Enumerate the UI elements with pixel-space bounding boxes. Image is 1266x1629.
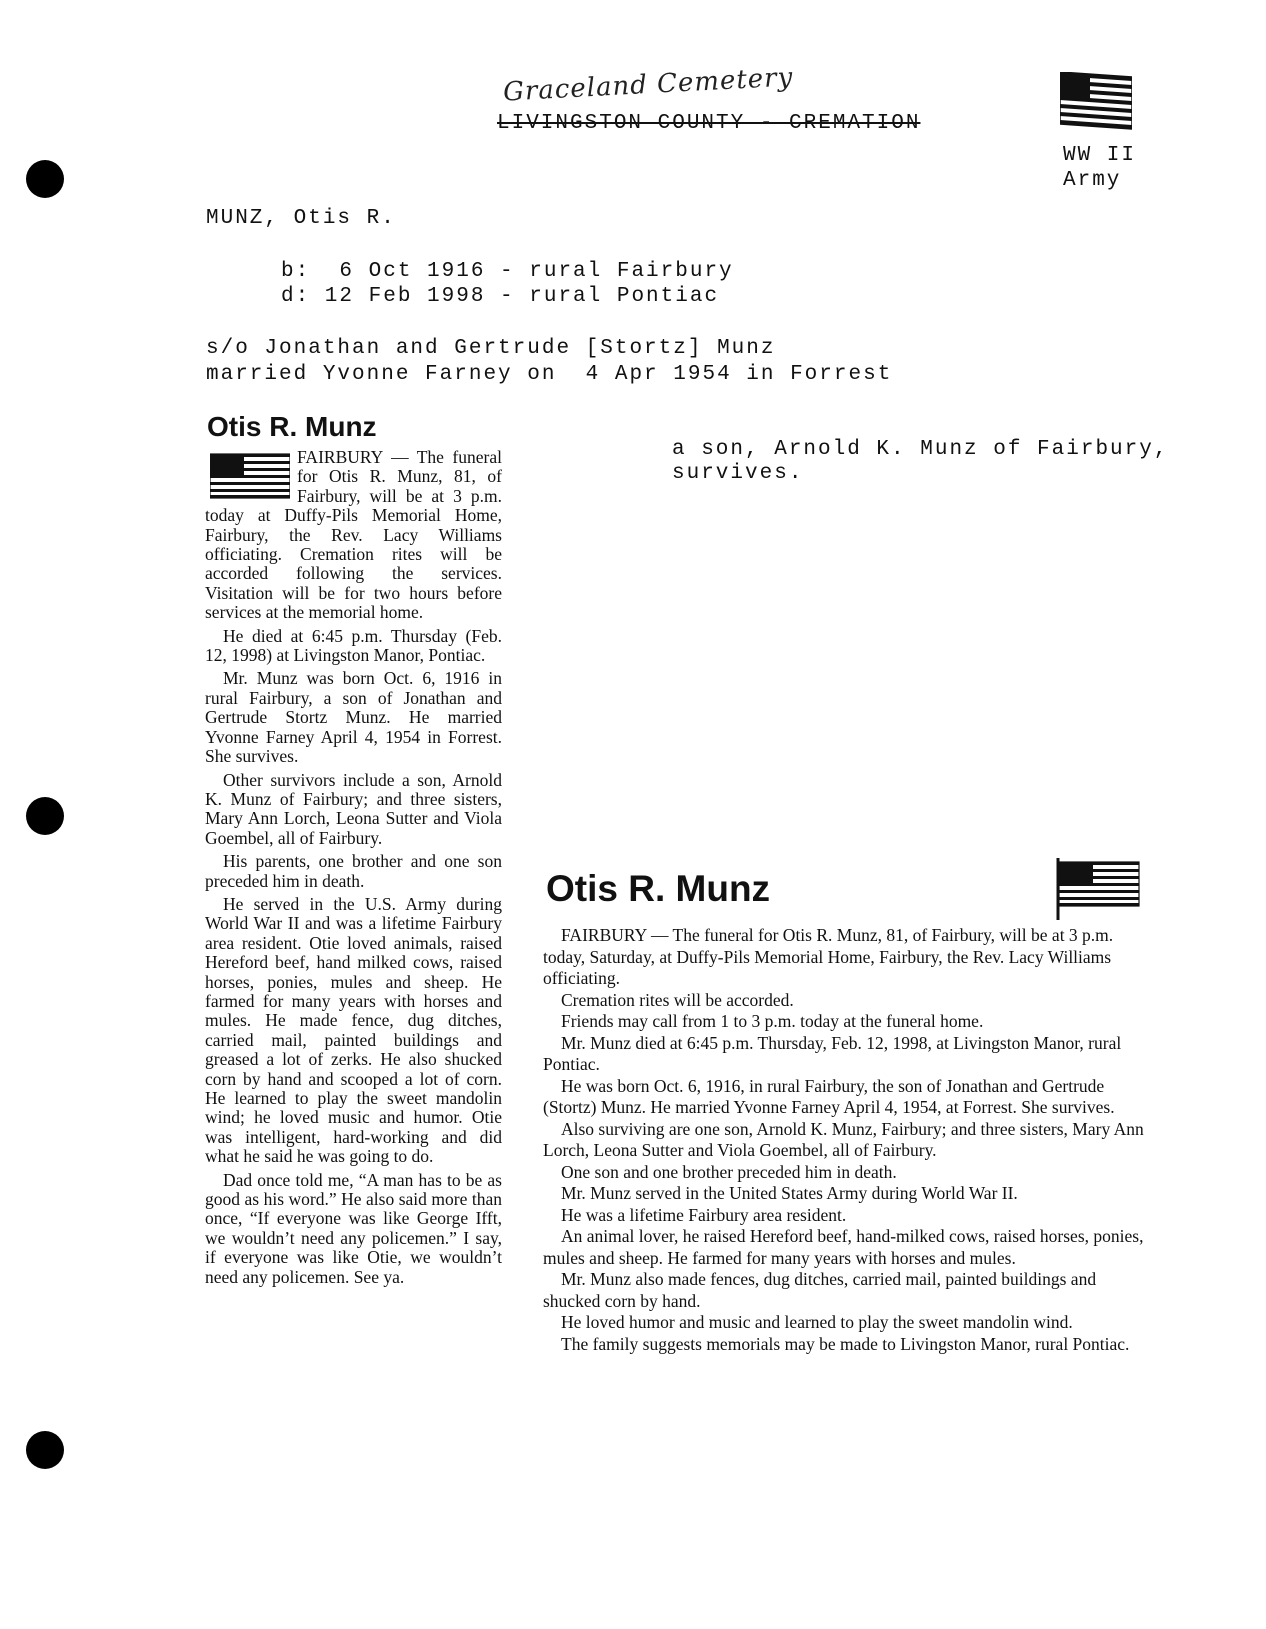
service-branch-line1: WW II [1063, 144, 1137, 167]
clipping2-headline: Otis R. Munz [546, 868, 771, 909]
clipping1-headline: Otis R. Munz [207, 411, 377, 442]
clipping2-paragraph: He loved humor and music and learned to play the sweet mandolin wind. [561, 1312, 1073, 1332]
clipping2-paragraph: Mr. Munz served in the United States Army during World War II. [561, 1183, 1018, 1203]
clipping1-paragraph: Mr. Munz was born Oct. 6, 1916 in rural Fairbury, a son of Jonathan and Gertrude Stortz Munz. He married Yvonne Farney April 4, 1954 in Forrest. She survives. [205, 668, 502, 767]
record-note-line2: survives. [672, 462, 804, 485]
clipping2-paragraph: He was a lifetime Fairbury area resident. [561, 1204, 847, 1225]
handwritten-cemetery-note: Graceland Cemetery [502, 62, 794, 108]
punch-hole-bottom [26, 1431, 64, 1469]
clipping2-body [543, 925, 1151, 1355]
clipping1-paragraph: Dad once told me, “A man has to be as good as his word.” He also said more than once, “If everyone was like George Ifft, we wouldn’t need any policemen.” I say, if everyone was like Otie, we wouldn’t need any policemen. See ya. [205, 1169, 502, 1287]
clipping2-paragraph: An animal lover, he raised Hereford beef, hand-milked cows, raised horses, ponies, mules and sheep. He farmed for many years with horses and mules. [543, 1226, 1144, 1268]
clipping2-paragraph: He was born Oct. 6, 1916, in rural Fairbury, the son of Jonathan and Gertrude (Stortz) Munz. He married Yvonne Farney April 4, 1954, at Forrest. She survives. [543, 1075, 1115, 1117]
clipping2-flag-icon [1055, 858, 1141, 920]
service-branch-line2: Army [1063, 169, 1122, 192]
clipping2-paragraph: FAIRBURY — The funeral for Otis R. Munz, 81, of Fairbury, will be at 3 p.m. today, Saturday, at Duffy-Pils Memorial Home, Fairbury, the Rev. Lacy Williams officiating. [543, 925, 1114, 988]
record-parents: s/o Jonathan and Gertrude [Stortz] Munz [206, 337, 776, 360]
clipping1-body [205, 448, 502, 1291]
clipping2-paragraph: The family suggests memorials may be made to Livingston Manor, rural Pontiac. [561, 1333, 1130, 1354]
punch-hole-top [26, 160, 64, 198]
punch-hole-middle [26, 797, 64, 835]
us-flag-icon [1060, 72, 1132, 130]
clipping2-paragraph: Cremation rites will be accorded. [561, 989, 794, 1010]
record-birth: b: 6 Oct 1916 - rural Fairbury [281, 260, 734, 283]
clipping1-paragraph: Other survivors include a son, Arnold K. Munz of Fairbury; and three sisters, Mary Ann Lorch, Leona Sutter and Viola Goembel, all of Fairbury. [205, 769, 502, 848]
clipping2-paragraph: Mr. Munz died at 6:45 p.m. Thursday, Feb. 12, 1998, at Livingston Manor, rural Pontiac. [543, 1032, 1122, 1074]
clipping2-paragraph: Friends may call from 1 to 3 p.m. today at the funeral home. [561, 1011, 984, 1031]
record-note-line1: a son, Arnold K. Munz of Fairbury, [672, 438, 1169, 461]
record-marriage: married Yvonne Farney on 4 Apr 1954 in Forrest [206, 363, 893, 386]
flag-space [205, 448, 297, 496]
clipping2-paragraph: Mr. Munz also made fences, dug ditches, carried mail, painted buildings and shucked corn by hand. [543, 1269, 1097, 1311]
record-death: d: 12 Feb 1998 - rural Pontiac [281, 285, 720, 308]
clipping2-paragraph: One son and one brother preceded him in death. [561, 1161, 897, 1182]
clipping1-paragraph: His parents, one brother and one son preceded him in death. [205, 851, 502, 891]
struck-through-cemetery: LIVINGSTON COUNTY - CREMATION [497, 112, 921, 135]
clipping1-paragraph: FAIRBURY — The funeral for Otis R. Munz, 81, of Fairbury, will be at 3 p.m. today at Duffy-Pils Memorial Home, Fairbury, the Rev. Lacy Williams officiating. Cremation rites will be accorded following the services. Visitation will be for two hours before services at the memorial home. [205, 447, 502, 623]
clipping1-paragraph: He served in the U.S. Army during World War II and was a lifetime Fairbury area resident. Otie loved animals, raised Hereford beef, hand milked cows, raised horses, ponies, mules and sheep. He farmed for many years with horses and mules. He made fence, dug ditches, carried mail, painted buildings and greased a lot of zerks. He also shucked corn by hand and scooped a lot of corn. He learned to play the sweet mandolin wind; he loved music and humor. Otie was intelligent, hard-working and did what he said he was going to do. [205, 893, 502, 1167]
record-name: MUNZ, Otis R. [206, 207, 396, 230]
clipping2-paragraph: Also surviving are one son, Arnold K. Munz, Fairbury; and three sisters, Mary Ann Lorch, Leona Sutter and Viola Goembel, all of Fairbury. [543, 1118, 1144, 1160]
clipping1-paragraph: He died at 6:45 p.m. Thursday (Feb. 12, 1998) at Livingston Manor, Pontiac. [205, 625, 502, 666]
